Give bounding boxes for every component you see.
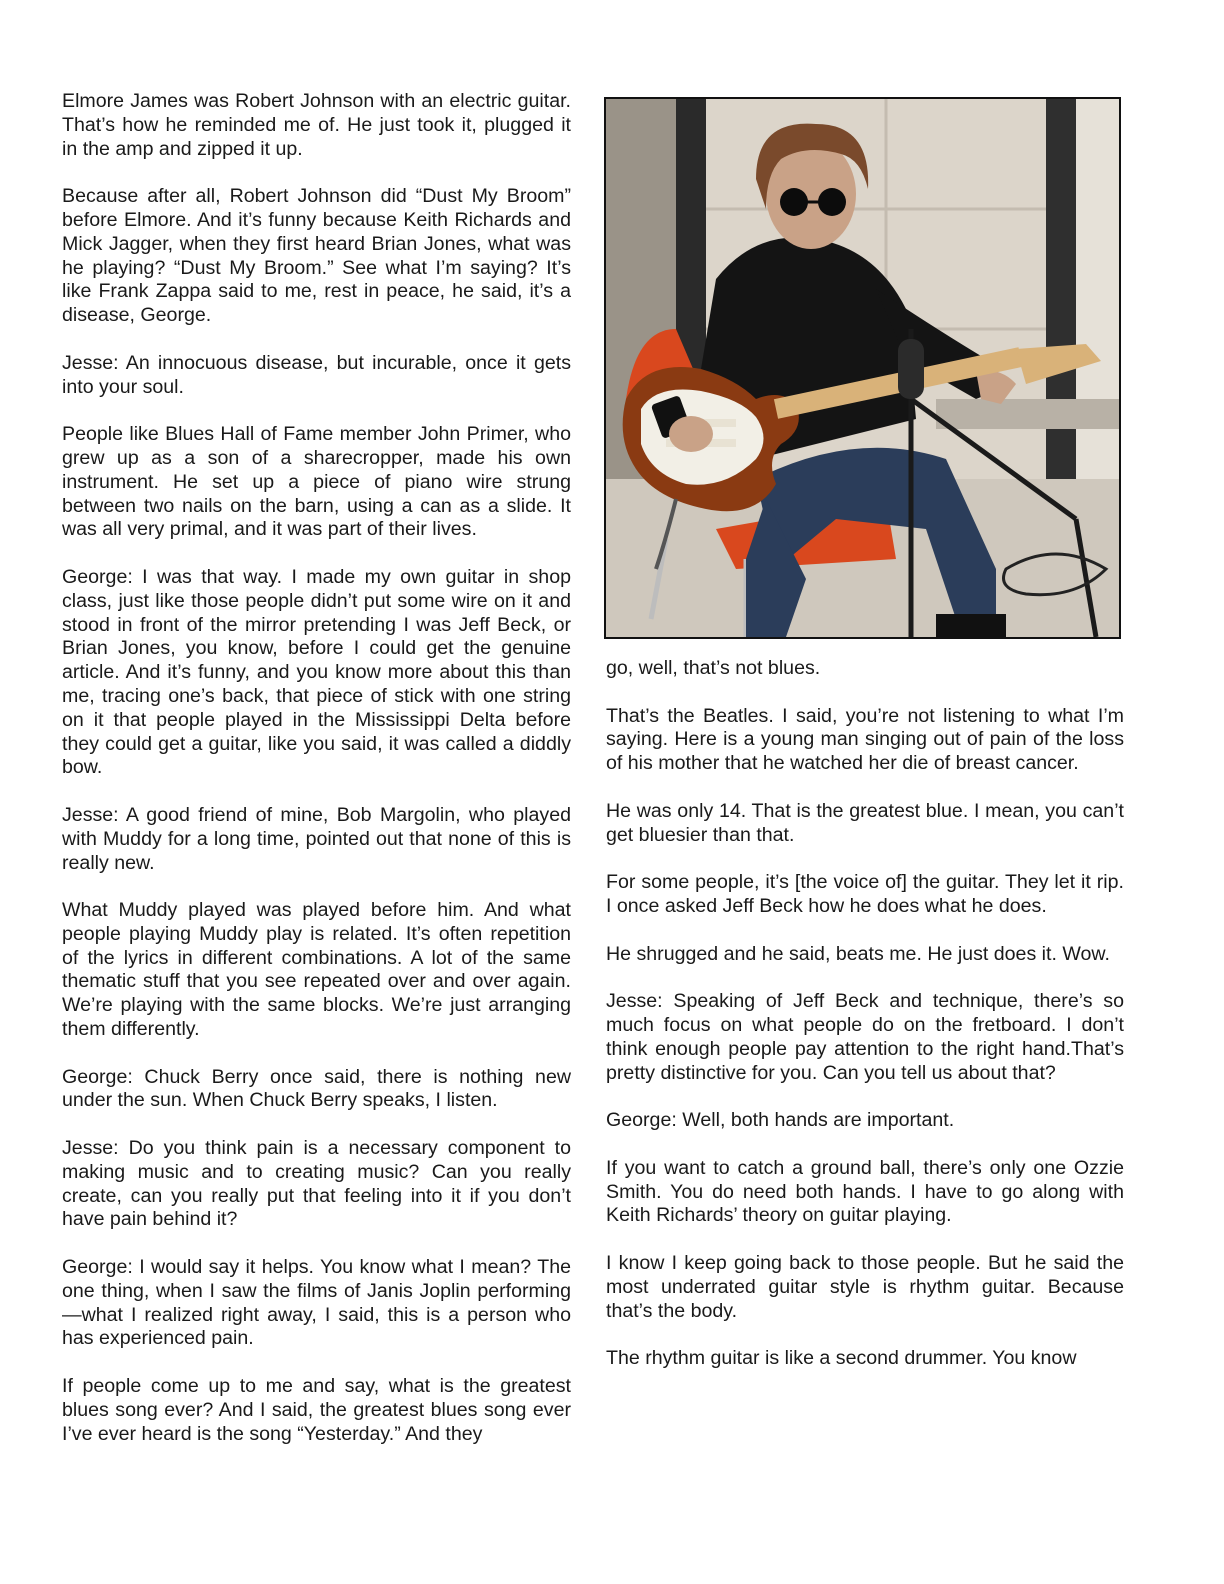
paragraph: That’s the Beatles. I said, you’re not listening to what I’m saying. Here is a young man singing out of pain of the loss of his mother that he watched her die of breast cancer. bbox=[606, 704, 1124, 775]
paragraph: George: Well, both hands are important. bbox=[606, 1109, 955, 1132]
paragraph: Because after all, Robert Johnson did “Dust My Broom” before Elmore. And it’s funny because Keith Richards and Mick Jagger, when they first heard Brian Jones, what was he playing? “Dust My Broom.” See what I’m saying? It’s like Frank Zappa said to me, rest in peace, he said, it’s a disease, George. bbox=[62, 185, 571, 327]
paragraph: Jesse: A good friend of mine, Bob Margolin, who played with Muddy for a long time, pointed out that none of this is really new. bbox=[62, 803, 571, 874]
paragraph: What Muddy played was played before him. And what people playing Muddy play is related. It’s often repetition of the lyrics in different combinations. A lot of the same thematic stuff that you see repeated over and over again. We’re playing with the same blocks. We’re just arranging them differently. bbox=[62, 899, 571, 1041]
paragraph: Jesse: Do you think pain is a necessary component to making music and to creating music? Can you really create, can you really put that feeling into it if you don’t have pain behind it? bbox=[62, 1137, 571, 1231]
paragraph: I know I keep going back to those people. But he said the most underrated guitar style is rhythm guitar. Because that’s the body. bbox=[606, 1251, 1124, 1322]
paragraph: George: Chuck Berry once said, there is nothing new under the sun. When Chuck Berry speaks, I listen. bbox=[62, 1065, 571, 1112]
paragraph: He was only 14. That is the greatest blue. I mean, you can’t get bluesier than that. bbox=[606, 799, 1124, 846]
left-column bbox=[62, 90, 571, 1446]
paragraph: If you want to catch a ground ball, there’s only one Ozzie Smith. You do need both hands. I have to go along with Keith Richards’ theory on guitar playing. bbox=[606, 1156, 1124, 1227]
paragraph: George: I would say it helps. You know what I mean? The one thing, when I saw the films of Janis Joplin performing—what I realized right away, I said, this is a person who has experienced pain. bbox=[62, 1256, 571, 1350]
paragraph: If people come up to me and say, what is the greatest blues song ever? And I said, the greatest blues song ever I’ve ever heard is the song “Yesterday.” And they bbox=[62, 1375, 571, 1445]
paragraph: People like Blues Hall of Fame member John Primer, who grew up as a son of a sharecropper, made his own instrument. He set up a piece of piano wire strung between two nails on the barn, using a can as a slide. It was all very primal, and it was part of their lives. bbox=[62, 423, 571, 541]
photo-frame bbox=[604, 97, 1121, 639]
right-column bbox=[606, 657, 1124, 1371]
paragraph: The rhythm guitar is like a second drummer. You know bbox=[606, 1347, 1077, 1370]
paragraph: go, well, that’s not blues. bbox=[606, 657, 821, 679]
paragraph: For some people, it’s [the voice of] the guitar. They let it rip. I once asked Jeff Beck how he does what he does. bbox=[606, 871, 1124, 917]
photo-guitarist-icon bbox=[606, 99, 1119, 637]
paragraph: Jesse: Speaking of Jeff Beck and technique, there’s so much focus on what people do on the fretboard. I don’t think enough people pay attention to the right hand.That’s pretty distinctive for you. Can you tell us about that? bbox=[606, 990, 1124, 1084]
paragraph: Jesse: An innocuous disease, but incurable, once it gets into your soul. bbox=[62, 351, 571, 398]
paragraph: George: I was that way. I made my own guitar in shop class, just like those people didn’t put some wire on it and stood in front of the mirror pretending I was Jeff Beck, or Brian Jones, you know, before I could get the genuine article. And it’s funny, and you know more about this than me, tracing one’s back, that piece of stick with one string on it that people played in the Mississippi Delta before they could get a guitar, like you said, it was called a diddly bow. bbox=[62, 565, 571, 779]
paragraph: Elmore James was Robert Johnson with an electric guitar. That’s how he reminded me of. He just took it, plugged it in the amp and zipped it up. bbox=[62, 90, 571, 160]
paragraph: He shrugged and he said, beats me. He just does it. Wow. bbox=[606, 942, 1110, 965]
